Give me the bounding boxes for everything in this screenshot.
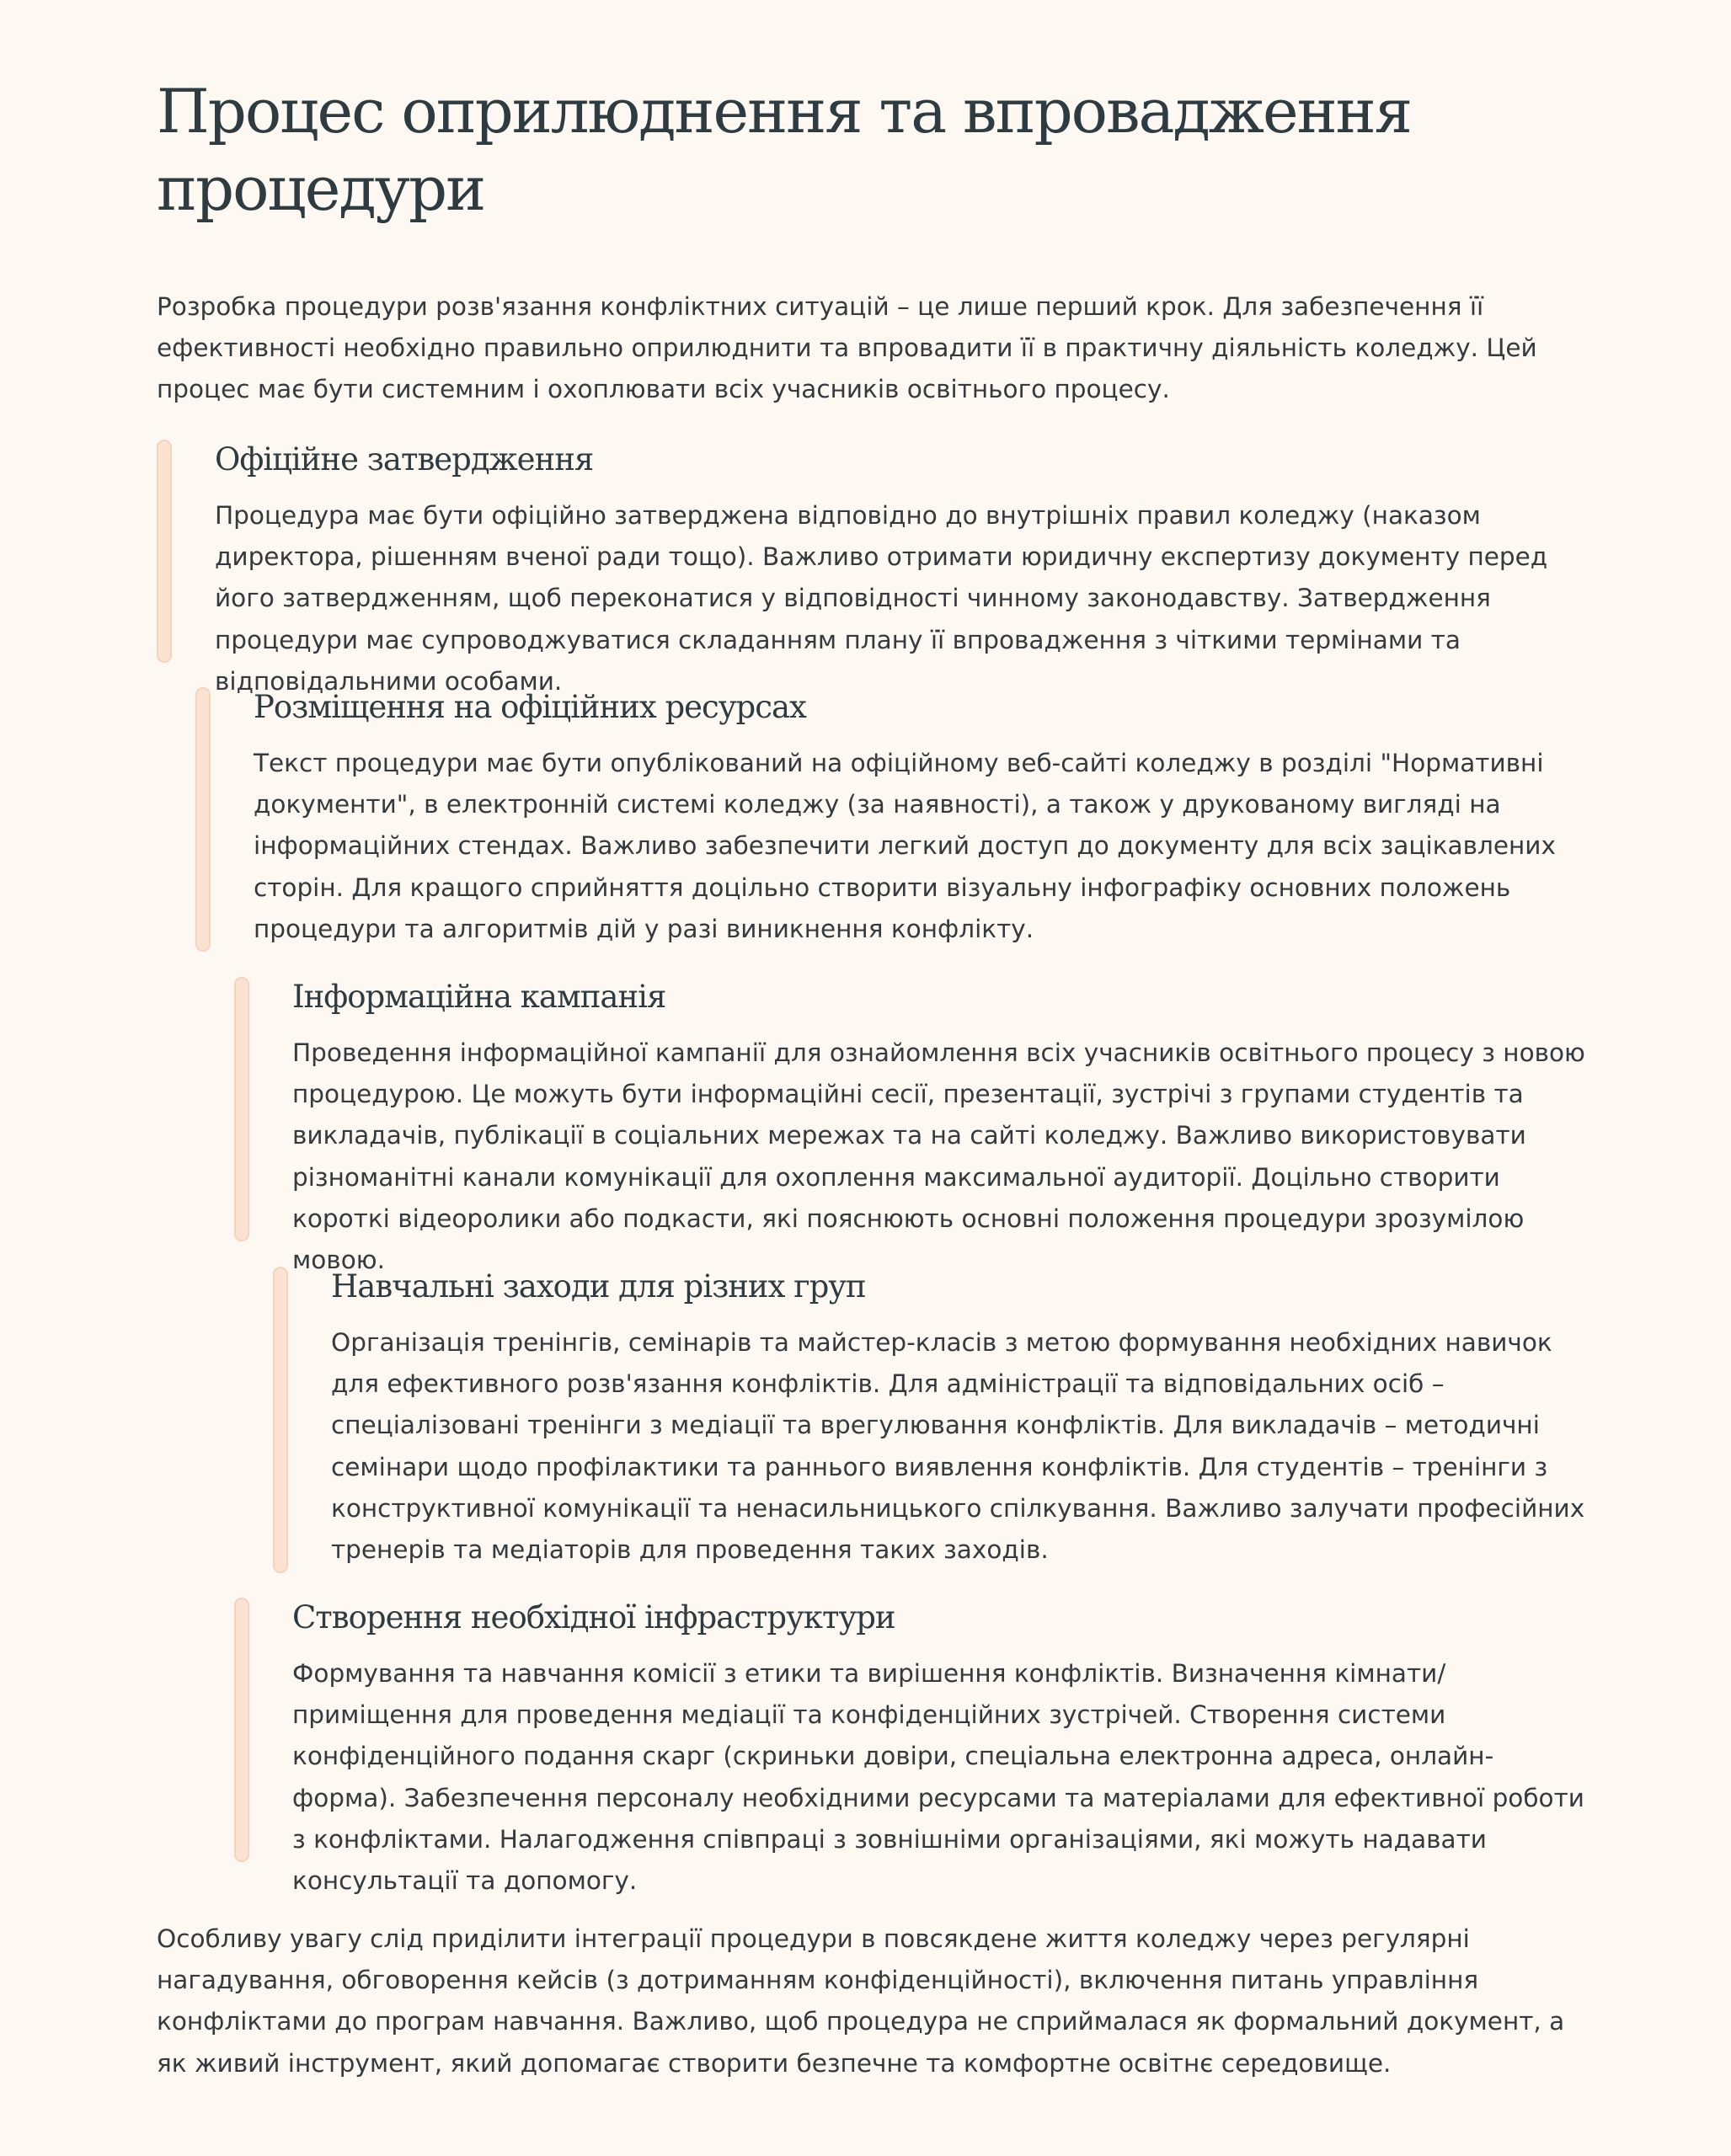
intro-paragraph: Розробка процедури розв'язання конфліктних ситуацій – це лише перший крок. Для забезпечення її ефективності необхідно правильно оприлюднити та впровадити її в практичну діяльність коледжу. Цей процес має бути системним і охоплювати всіх учасників освітнього процесу. [157, 292, 1537, 404]
page-title: Процес оприлюднення та впровадження процедури [157, 76, 1412, 224]
step-title: Розміщення на офіційних ресурсах [254, 689, 806, 725]
step-timeline-bar [234, 977, 249, 1241]
step-official-approval [157, 440, 1548, 696]
step-title: Навчальні заходи для різних груп [331, 1268, 866, 1305]
step-training-activities [273, 1267, 1663, 1573]
step-timeline-bar [234, 1598, 249, 1862]
step-title: Інформаційна кампанія [292, 979, 666, 1015]
step-information-campaign [234, 977, 1624, 1275]
step-title: Створення необхідної інфраструктури [292, 1599, 895, 1636]
step-timeline-bar [157, 440, 172, 663]
step-text: Формування та навчання комісії з етики та вирішення конфліктів. Визначення кімнати/приміщення для проведення медіації та конфіденційних зустрічей. Створення системи конфіденційного подання скарг (скриньки довіри, спеціальна електронна адреса, онлайн-форма). Забезпечення персоналу необхідними ресурсами та матеріалами для ефективної роботи з конфліктами. Налагодження співпраці з зовнішніми організаціями, які можуть надавати консультації та допомогу. [292, 1659, 1584, 1896]
step-infrastructure [234, 1598, 1624, 1896]
step-text: Процедура має бути офіційно затверджена відповідно до внутрішніх правил коледжу (наказом директора, рішенням вченої ради тощо). Важливо отримати юридичну експертизу документу перед його затвердженням, щоб переконатися у відповідності чинному законодавству. Затвердження процедури має супроводжуватися складанням плану її впровадження з чіткими термінами та відповідальними особами. [215, 501, 1548, 696]
step-text: Текст процедури має бути опублікований на офіційному веб-сайті коледжу в розділі "Нормативні документи", в електронній системі коледжу (за наявності), а також у друкованому вигляді на інформаційних стендах. Важливо забезпечити легкий доступ до документу для всіх зацікавлених сторін. Для кращого сприйняття доцільно створити візуальну інфографіку основних положень процедури та алгоритмів дій у разі виникнення конфлікту. [254, 749, 1556, 943]
step-text: Проведення інформаційної кампанії для ознайомлення всіх учасників освітнього процесу з новою процедурою. Це можуть бути інформаційні сесії, презентації, зустрічі з групами студентів та викладачів, публікації в соціальних мережах та на сайті коледжу. Важливо використовувати різноманітні канали комунікації для охоплення максимальної аудиторії. Доцільно створити короткі відеоролики або подкасти, які пояснюють основні положення процедури зрозумілою мовою. [292, 1038, 1585, 1275]
step-text: Організація тренінгів, семінарів та майстер-класів з метою формування необхідних навичок для ефективного розв'язання конфліктів. Для адміністрації та відповідальних осіб – спеціалізовані тренінги з медіації та врегулювання конфліктів. Для викладачів – методичні семінари щодо профілактики та раннього виявлення конфліктів. Для студентів – тренінги з конструктивної комунікації та ненасильницького спілкування. Важливо залучати професійних тренерів та медіаторів для проведення таких заходів. [331, 1328, 1585, 1565]
step-title: Офіційне затвердження [215, 441, 594, 478]
step-timeline-bar [195, 687, 211, 952]
outro-paragraph: Особливу увагу слід приділити інтеграції процедури в повсякдене життя коледжу через регулярні нагадування, обговорення кейсів (з дотриманням конфіденційності), включення питань управління конфліктами до програм навчання. Важливо, щоб процедура не сприймалася як формальний документ, а як живий інструмент, який допомагає створити безпечне та комфортне освітнє середовище. [157, 1924, 1565, 2078]
step-publication-on-resources [195, 687, 1585, 952]
step-timeline-bar [273, 1267, 288, 1573]
